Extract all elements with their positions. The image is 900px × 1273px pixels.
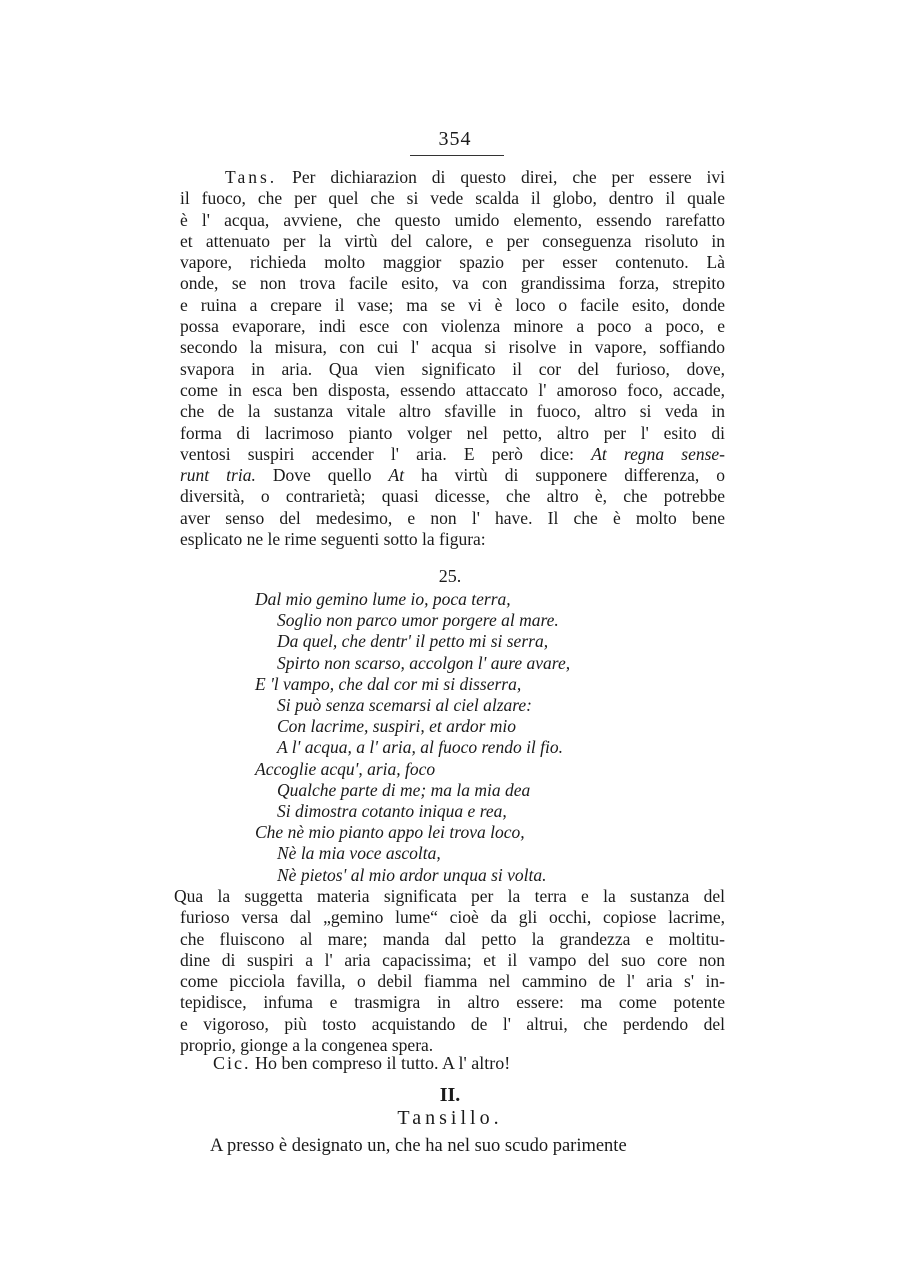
cic-line <box>213 1053 510 1074</box>
prose-line: tepidisce, infuma e trasmigra in altro essere: ma come potente <box>180 992 725 1013</box>
poem-line: Con lacrime, suspiri, et ardor mio <box>277 716 517 737</box>
prose-line: runt tria. Dove quello At ha virtù di supponere differenza, o <box>180 465 725 486</box>
prose-line: onde, se non trova facile esito, va con grandissima forza, strepito <box>180 273 725 294</box>
poem-line: Soglio non parco umor porgere al mare. <box>277 610 559 631</box>
prose-block-2 <box>174 886 725 1056</box>
poem-line: Si può senza scemarsi al ciel alzare: <box>277 695 533 716</box>
prose-line: e ruina a crepare il vase; ma se vi è loco o facile esito, donde <box>180 294 725 315</box>
prose-line: e vigoroso, più tosto acquistando de l' altrui, che perdendo del <box>180 1013 725 1034</box>
prose-line: secondo la misura, con cui l' acqua si risolve in vapore, soffiando <box>180 337 725 358</box>
poem-line: Dal mio gemino lume io, poca terra, <box>255 589 511 609</box>
prose-line: possa evaporare, indi esce con violenza minore a poco a poco, e <box>180 316 725 337</box>
poem-line: Spirto non scarso, accolgon l' aure avare, <box>277 652 571 673</box>
prose-line: Qua la suggetta materia significata per la terra e la sustanza del <box>174 886 725 906</box>
prose-line: vapore, richieda molto maggior spazio per esser contenuto. Là <box>180 252 725 273</box>
speaker-label: Cic. <box>213 1053 251 1073</box>
prose-line: che fluiscono al mare; manda dal petto la grandezza e moltitu- <box>180 928 725 949</box>
poem-line: Accoglie acqu', aria, foco <box>255 758 436 779</box>
poem-line: Che nè mio pianto appo lei trova loco, <box>255 822 525 843</box>
header-rule <box>410 155 504 156</box>
prose-line: come in esca ben disposta, essendo attaccato l' amoroso foco, accade, <box>180 379 725 400</box>
prose-line: esplicato ne le rime seguenti sotto la figura: <box>180 529 486 550</box>
prose-line: svapora in aria. Qua vien significato il cor del furioso, dove, <box>180 358 725 379</box>
final-line: A presso è designato un, che ha nel suo scudo parimente <box>210 1136 627 1156</box>
speaker-label: Tans. <box>225 167 278 187</box>
prose-line: furioso versa dal „gemino lume“ cioè da gli occhi, copiose lacrime, <box>180 907 725 928</box>
poem-line: Qualche parte di me; ma la mia dea <box>277 779 531 800</box>
prose-block-1 <box>180 167 725 550</box>
poem-line: Nè la mia voce ascolta, <box>277 843 441 864</box>
prose-line: il fuoco, che per quel che si vede scalda il globo, dentro il quale <box>180 188 725 209</box>
section-numeral: II. <box>439 1084 461 1106</box>
poem-number: 25. <box>438 566 462 586</box>
poem <box>255 589 570 886</box>
poem-line: A l' acqua, a l' aria, al fuoco rendo il fio. <box>277 737 564 758</box>
prose-line: ventosi suspiri accender l' aria. E però dice: At regna sense- <box>180 443 725 464</box>
prose-line: diversità, o contrarietà; quasi dicesse, che altro è, che potrebbe <box>180 486 725 507</box>
poem-line: Nè pietos' al mio ardor unqua si volta. <box>277 864 547 885</box>
prose-line: è l' acqua, avviene, che questo umido elemento, essendo rarefatto <box>180 209 725 230</box>
prose-line: che de la sustanza vitale altro sfaville in fuoco, altro si veda in <box>180 401 725 422</box>
prose-line: dine di suspiri a l' aria capacissima; et il vampo del suo core non <box>180 949 725 970</box>
prose-line: aver senso del medesimo, e non l' have. Il che è molto bene <box>180 507 725 528</box>
poem-line: E 'l vampo, che dal cor mi si disserra, <box>255 673 522 694</box>
prose-line: et attenuato per la virtù del calore, e per conseguenza risoluto in <box>180 230 725 251</box>
prose-line: Tans. Per dichiarazion di questo direi, che per essere ivi <box>225 167 725 187</box>
prose-line: forma di lacrimoso pianto volger nel petto, altro per l' esito di <box>180 422 725 443</box>
prose-line: proprio, gionge a la congenea spera. <box>180 1035 434 1056</box>
section-heading: Tansillo. <box>397 1107 503 1129</box>
page-number: 354 <box>438 128 472 150</box>
poem-line: Da quel, che dentr' il petto mi si serra, <box>277 631 549 652</box>
poem-line: Si dimostra cotanto iniqua e rea, <box>277 801 507 822</box>
prose-line: come picciola favilla, o debil fiamma nel cammino de l' aria s' in- <box>180 971 725 992</box>
cic-text: Ho ben compreso il tutto. A l' altro! <box>255 1053 511 1073</box>
